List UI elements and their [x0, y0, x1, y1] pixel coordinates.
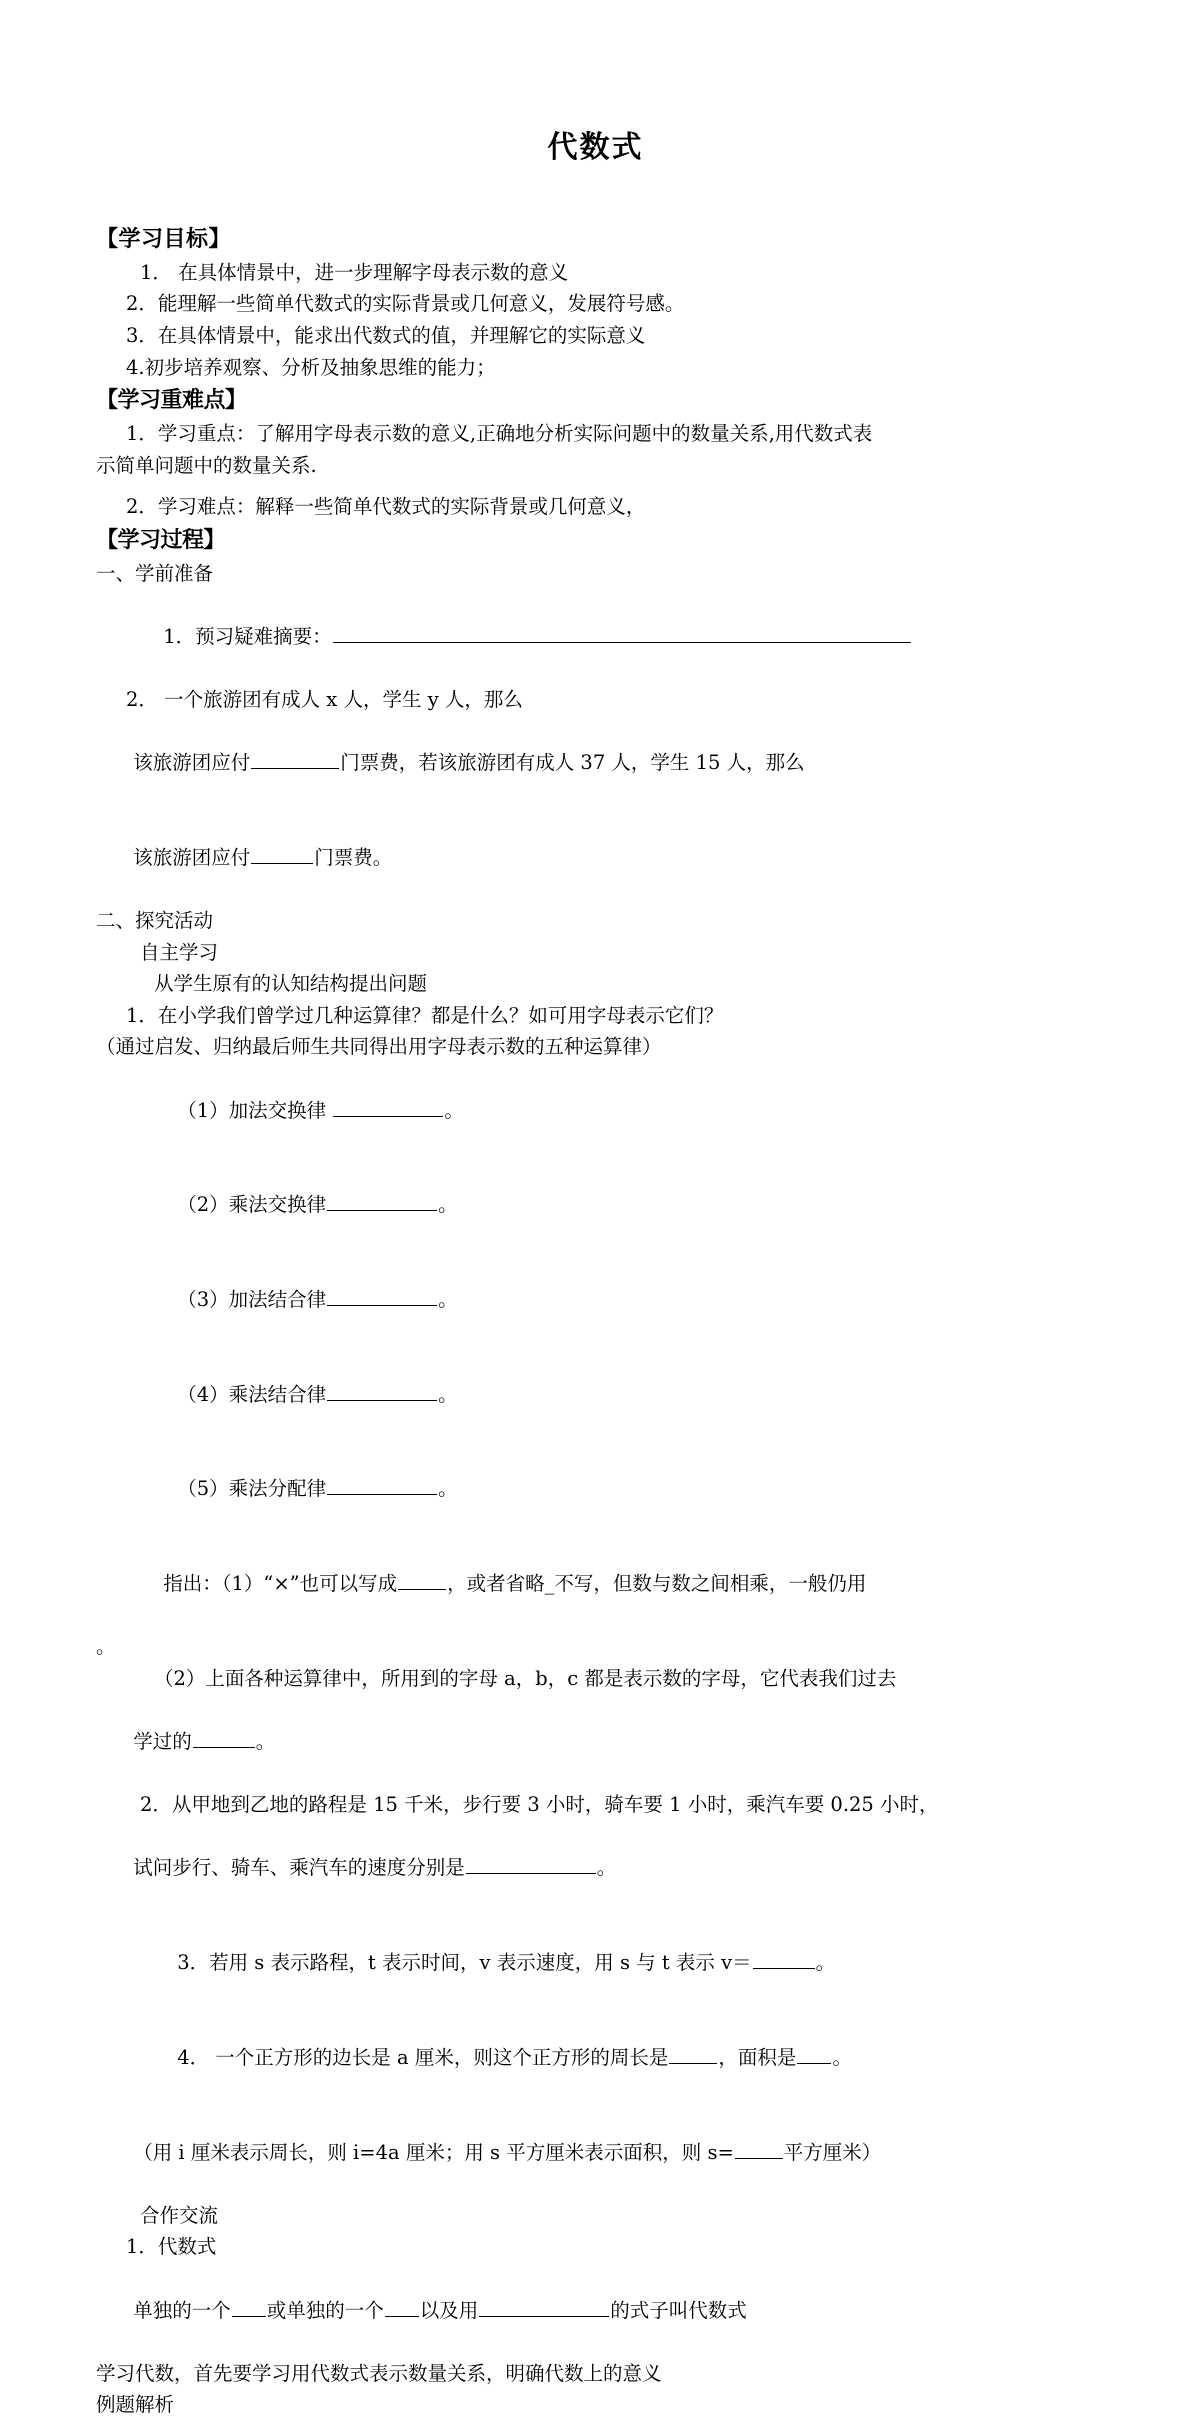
perimeter-blank[interactable] — [669, 2044, 717, 2064]
objective-item-3: 3．在具体情景中，能求出代数式的值，并理解它的实际意义 — [126, 324, 646, 348]
definition-blank-1[interactable] — [232, 2297, 266, 2317]
objective-item-2: 2．能理解一些简单代数式的实际背景或几何意义，发展符号感。 — [126, 292, 685, 316]
law-item-3 — [96, 1252, 1095, 1347]
subsection-inquiry-heading: 二、探究活动 — [96, 909, 214, 933]
definition-text-b: 或单独的一个 — [266, 2298, 384, 2322]
note-2-line-1: （2）上面各种运算律中，所用到的字母 a，b，c 都是表示数的字母，它代表我们过去 — [154, 1666, 897, 1690]
inquiry-question-4-period: 。 — [832, 2045, 852, 2069]
prep-item-2-line-1: 2． 一个旅游团有成人 x 人，学生 y 人，那么 — [126, 688, 523, 712]
area-formula-blank[interactable] — [735, 2139, 783, 2159]
inquiry-question-2-line-1: 2．从甲地到乙地的路程是 15 千米，步行要 3 小时，骑车要 1 小时，乘汽车要 0.25 小时， — [140, 1793, 939, 1817]
law-item-4 — [96, 1347, 1095, 1442]
law-item-1 — [96, 1063, 1095, 1158]
prep-item-1-label: 1．预习疑难摘要： — [163, 624, 332, 648]
inquiry-question-4-note-a: （用 i 厘米表示周长，则 i=4a 厘米；用 s 平方厘米表示面积，则 s= — [133, 2140, 734, 2164]
law-item-4-blank[interactable] — [327, 1381, 437, 1401]
keypoint-1-line-1: 1．学习重点：了解用字母表示数的意义,正确地分析实际问题中的数量关系,用代数式表 — [126, 422, 873, 446]
velocity-formula-blank[interactable] — [753, 1950, 815, 1970]
law-item-2 — [96, 1158, 1095, 1253]
definition-text-c: 以及用 — [419, 2298, 479, 2322]
page-title: 代数式 — [547, 130, 644, 165]
cooperate-heading: 合作交流 — [140, 2203, 219, 2227]
inquiry-question-4-note-b: 平方厘米） — [783, 2140, 882, 2164]
multiplication-symbol-blank[interactable] — [398, 1571, 446, 1591]
law-item-2-blank[interactable] — [327, 1192, 437, 1212]
prep-item-2-line-3 — [96, 810, 1095, 905]
keypoint-2: 2．学习难点：解释一些简单代数式的实际背景或几何意义， — [126, 495, 646, 519]
prep-item-2-text-c: 该旅游团应付 — [133, 845, 251, 869]
note-1-line — [96, 1537, 1095, 1632]
prep-item-1-answer-blank[interactable] — [333, 623, 911, 643]
prep-item-2-text-d: 门票费。 — [314, 845, 393, 869]
law-item-3-label: （3）加法结合律 — [177, 1288, 327, 1312]
inquiry-question-3-period: 。 — [815, 1951, 836, 1975]
objective-item-1: 1． 在具体情景中，进一步理解字母表示数的意义 — [140, 260, 569, 284]
definition-blank-2[interactable] — [385, 2297, 419, 2317]
note-2-blank[interactable] — [193, 1729, 255, 1749]
definition-text-a: 单独的一个 — [133, 2298, 231, 2322]
law-item-3-after: 。 — [438, 1288, 458, 1312]
inquiry-question-4 — [96, 2010, 1095, 2105]
area-blank[interactable] — [797, 2044, 831, 2064]
objective-item-4: 4.初步培养观察、分析及抽象思维的能力； — [126, 355, 496, 379]
inquiry-question-4-text-b: ，面积是 — [718, 2045, 797, 2069]
inquiry-question-2-period: 。 — [596, 1856, 617, 1880]
inquiry-question-4-text-a: 4． 一个正方形的边长是 a 厘米，则这个正方形的周长是 — [177, 2045, 669, 2069]
section-heading-process: 【学习过程】 — [96, 526, 226, 553]
inquiry-question-3 — [96, 1916, 1095, 2011]
law-item-5 — [96, 1442, 1095, 1537]
inquiry-question-1-note: （通过启发、归纳最后师生共同得出用字母表示数的五种运算律） — [96, 1035, 662, 1059]
law-item-1-label: （1）加法交换律 — [177, 1098, 333, 1122]
keypoint-1-line-2: 示简单问题中的数量关系. — [96, 453, 317, 477]
note-1-tail: 。 — [96, 1635, 116, 1659]
prep-item-1 — [96, 589, 1095, 684]
law-item-4-after: 。 — [438, 1382, 458, 1406]
law-item-1-blank[interactable] — [333, 1097, 443, 1117]
definition-line-1 — [96, 2263, 1095, 2358]
inquiry-question-3-text: 3．若用 s 表示路程，t 表示时间，v 表示速度，用 s 与 t 表示 v＝ — [177, 1951, 752, 1975]
note-2-text-b: 。 — [255, 1730, 276, 1754]
section-heading-objectives: 【学习目标】 — [96, 226, 232, 252]
prep-item-2-text-b: 门票费，若该旅游团有成人 37 人，学生 15 人，那么 — [340, 751, 805, 775]
self-study-heading: 自主学习 — [140, 940, 219, 964]
speed-answer-blank[interactable] — [466, 1855, 596, 1875]
definition-line-2: 学习代数，首先要学习用代数式表示数量关系，明确代数上的意义 — [96, 2361, 662, 2385]
self-study-prompt: 从学生原有的认知结构提出问题 — [154, 972, 428, 996]
note-1-text-a: 指出：（1）“×”也可以写成 — [163, 1572, 398, 1596]
definition-blank-3[interactable] — [479, 2297, 609, 2317]
subsection-prep-heading: 一、学前准备 — [96, 561, 214, 585]
law-item-1-after: 。 — [444, 1098, 464, 1122]
inquiry-question-1: 1．在小学我们曾学过几种运算律？都是什么？如可用字母表示它们？ — [126, 1003, 724, 1027]
ticket-fee-blank-1[interactable] — [251, 750, 339, 770]
law-item-5-blank[interactable] — [327, 1476, 437, 1496]
document-body — [96, 224, 1095, 2421]
ticket-fee-blank-2[interactable] — [251, 844, 313, 864]
note-2-line-2 — [96, 1695, 1095, 1790]
law-item-4-label: （4）乘法结合律 — [177, 1382, 327, 1406]
algebraic-expression-heading: 1．代数式 — [126, 2235, 217, 2259]
inquiry-question-2-line-2 — [96, 1821, 1095, 1916]
law-item-5-label: （5）乘法分配律 — [177, 1477, 327, 1501]
law-item-2-label: （2）乘法交换律 — [177, 1193, 327, 1217]
definition-text-d: 的式子叫代数式 — [610, 2298, 747, 2322]
example-analysis-heading: 例题解析 — [96, 2393, 175, 2417]
law-item-5-after: 。 — [438, 1477, 458, 1501]
prep-item-2-line-2 — [96, 716, 1095, 811]
prep-item-2-text-a: 该旅游团应付 — [133, 751, 251, 775]
law-item-3-blank[interactable] — [327, 1287, 437, 1307]
note-1-text-b: ，或者省略_不写，但数与数之间相乘，一般仍用 — [447, 1572, 867, 1596]
note-2-text-a: 学过的 — [133, 1730, 192, 1754]
law-item-2-after: 。 — [438, 1193, 458, 1217]
inquiry-question-4-note — [96, 2105, 1095, 2200]
section-heading-keypoints: 【学习重难点】 — [96, 387, 247, 414]
inquiry-question-2-text: 试问步行、骑车、乘汽车的速度分别是 — [133, 1856, 465, 1880]
